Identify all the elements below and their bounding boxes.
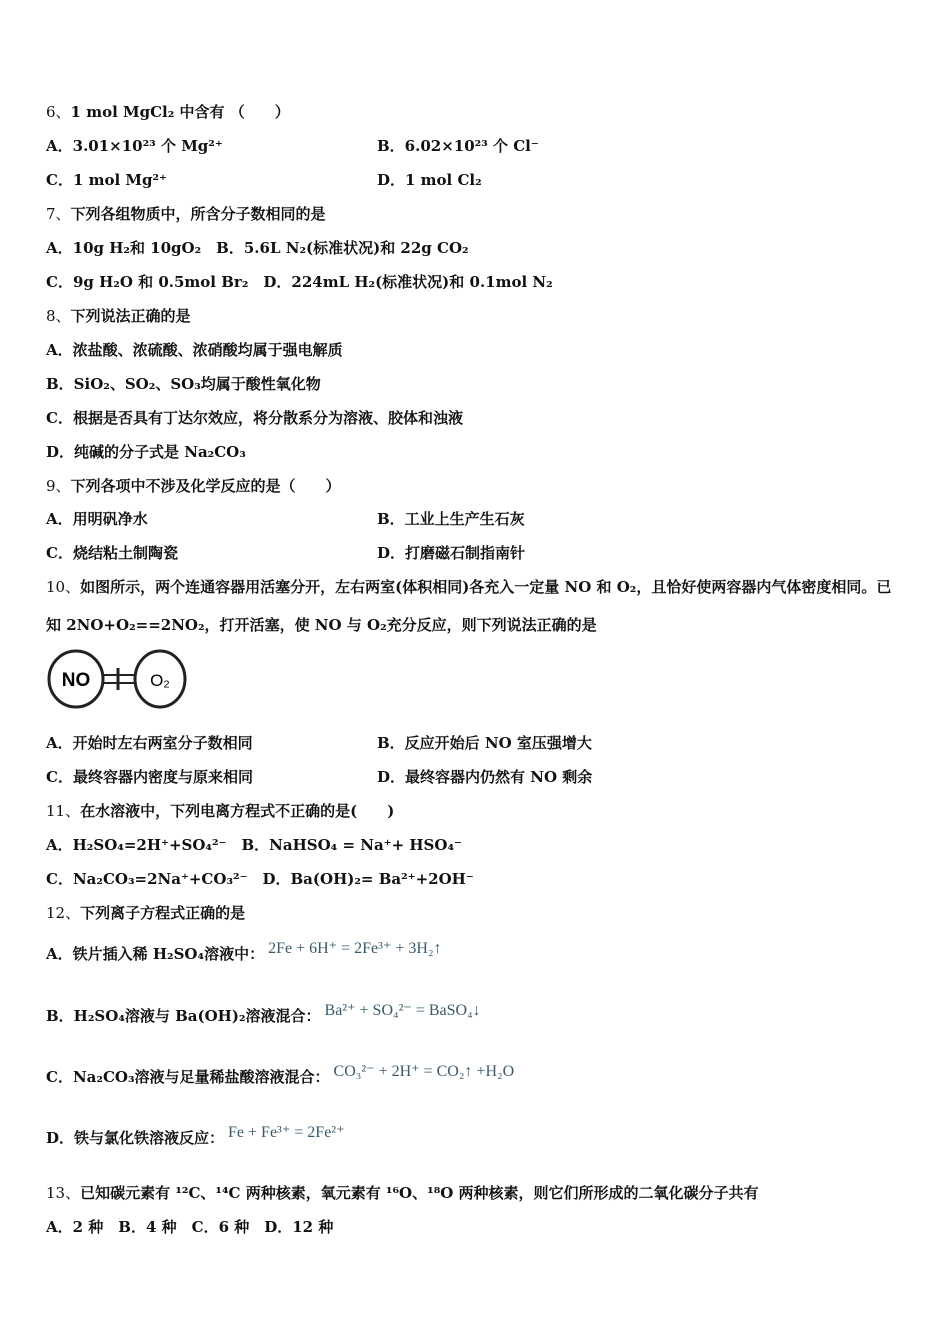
option-c: C．最终容器内密度与原来相同 — [46, 768, 253, 786]
question-stem — [46, 102, 290, 122]
options-ab: A．H₂SO₄=2H⁺+SO₄²⁻ B．NaHSO₄ = Na⁺+ HSO₄⁻ — [46, 836, 462, 854]
stem-text: 下列各组物质中，所含分子数相同的是 — [70, 205, 326, 223]
question-number: 10、 — [46, 578, 81, 596]
question-number: 9、 — [46, 477, 71, 495]
option-a: A．用明矾净水 — [46, 510, 148, 528]
question-number: 12、 — [46, 904, 81, 922]
option-d — [46, 1124, 345, 1149]
option-d: D．1 mol Cl₂ — [377, 171, 482, 189]
option-b: B．6.02×10²³ 个 Cl⁻ — [377, 137, 539, 155]
question-stem — [46, 306, 191, 326]
label-o2: O₂ — [150, 671, 170, 690]
option-b — [46, 1002, 481, 1027]
options-ab: A．10g H₂和 10gO₂ B．5.6L N₂(标准状况)和 22g CO₂ — [46, 239, 469, 257]
option-text: C．Na₂CO₃溶液与足量稀盐酸溶液混合： — [46, 1068, 330, 1086]
stem-text: 下列离子方程式正确的是 — [80, 904, 246, 922]
connected-containers-diagram — [46, 648, 188, 710]
option-text: D．铁与氯化铁溶液反应： — [46, 1129, 225, 1147]
question-stem — [46, 568, 906, 644]
option-d: D．最终容器内仍然有 NO 剩余 — [377, 768, 593, 786]
question-number: 13、 — [46, 1184, 81, 1202]
equation: Ba²⁺ + SO₄²⁻ = BaSO₄↓ — [324, 1002, 481, 1019]
question-number: 11、 — [46, 802, 81, 820]
option-b: B．反应开始后 NO 室压强增大 — [377, 734, 592, 752]
option-text: A．铁片插入稀 H₂SO₄溶液中： — [46, 945, 265, 963]
stem-text: 下列说法正确的是 — [70, 307, 191, 325]
equation: 2Fe + 6H⁺ = 2Fe³⁺ + 3H₂↑ — [268, 940, 442, 957]
option-c: C．烧结粘土制陶瓷 — [46, 544, 178, 562]
option-a: A．开始时左右两室分子数相同 — [46, 734, 253, 752]
options-cd: C．9g H₂O 和 0.5mol Br₂ D．224mL H₂(标准状况)和 0.1mol N₂ — [46, 273, 553, 291]
equation: CO₃²⁻ + 2H⁺ = CO₂↑ +H₂O — [333, 1063, 515, 1080]
option-c: C．根据是否具有丁达尔效应，将分散系分为溶液、胶体和浊液 — [46, 409, 463, 427]
option-b: B．SiO₂、SO₂、SO₃均属于酸性氧化物 — [46, 375, 321, 393]
stem-text: 在水溶液中，下列电离方程式不正确的是( ) — [80, 802, 395, 820]
question-stem — [46, 903, 245, 923]
options: A．2 种 B．4 种 C．6 种 D．12 种 — [46, 1218, 334, 1236]
option-c — [46, 1063, 515, 1088]
option-d: D．纯碱的分子式是 Na₂CO₃ — [46, 443, 246, 461]
question-stem — [46, 801, 394, 821]
stem-text: 已知碳元素有 ¹²C、¹⁴C 两种核素，氧元素有 ¹⁶O、¹⁸O 两种核素，则它们所形成的二氧化碳分子共有 — [80, 1184, 759, 1202]
label-no: NO — [61, 670, 91, 691]
option-b: B．工业上生产生石灰 — [377, 510, 525, 528]
question-number: 7、 — [46, 205, 71, 223]
question-stem — [46, 1183, 759, 1203]
question-stem — [46, 476, 341, 496]
option-d: D．打磨磁石制指南针 — [377, 544, 526, 562]
option-a: A．浓盐酸、浓硫酸、浓硝酸均属于强电解质 — [46, 341, 343, 359]
stem-text: 如图所示，两个连通容器用活塞分开，左右两室(体积相同)各充入一定量 NO 和 O₂，且恰好使两容器内气体密度相同。已知 2NO+O₂==2NO₂，打开活塞，使 NO 与 O₂充分反应，则下列说法正确的是 — [46, 578, 892, 634]
equation: Fe + Fe³⁺ = 2Fe²⁺ — [228, 1124, 345, 1141]
stem-text: 1 mol MgCl₂ 中含有 （ ） — [70, 103, 290, 121]
question-number: 8、 — [46, 307, 71, 325]
option-text: B．H₂SO₄溶液与 Ba(OH)₂溶液混合： — [46, 1007, 321, 1025]
options-cd: C．Na₂CO₃=2Na⁺+CO₃²⁻ D．Ba(OH)₂= Ba²⁺+2OH⁻ — [46, 870, 474, 888]
option-a: A．3.01×10²³ 个 Mg²⁺ — [46, 137, 223, 155]
question-number: 6、 — [46, 103, 71, 121]
stem-text: 下列各项中不涉及化学反应的是（ ） — [70, 477, 341, 495]
option-a — [46, 940, 442, 965]
question-stem — [46, 204, 326, 224]
option-c: C．1 mol Mg²⁺ — [46, 171, 167, 189]
